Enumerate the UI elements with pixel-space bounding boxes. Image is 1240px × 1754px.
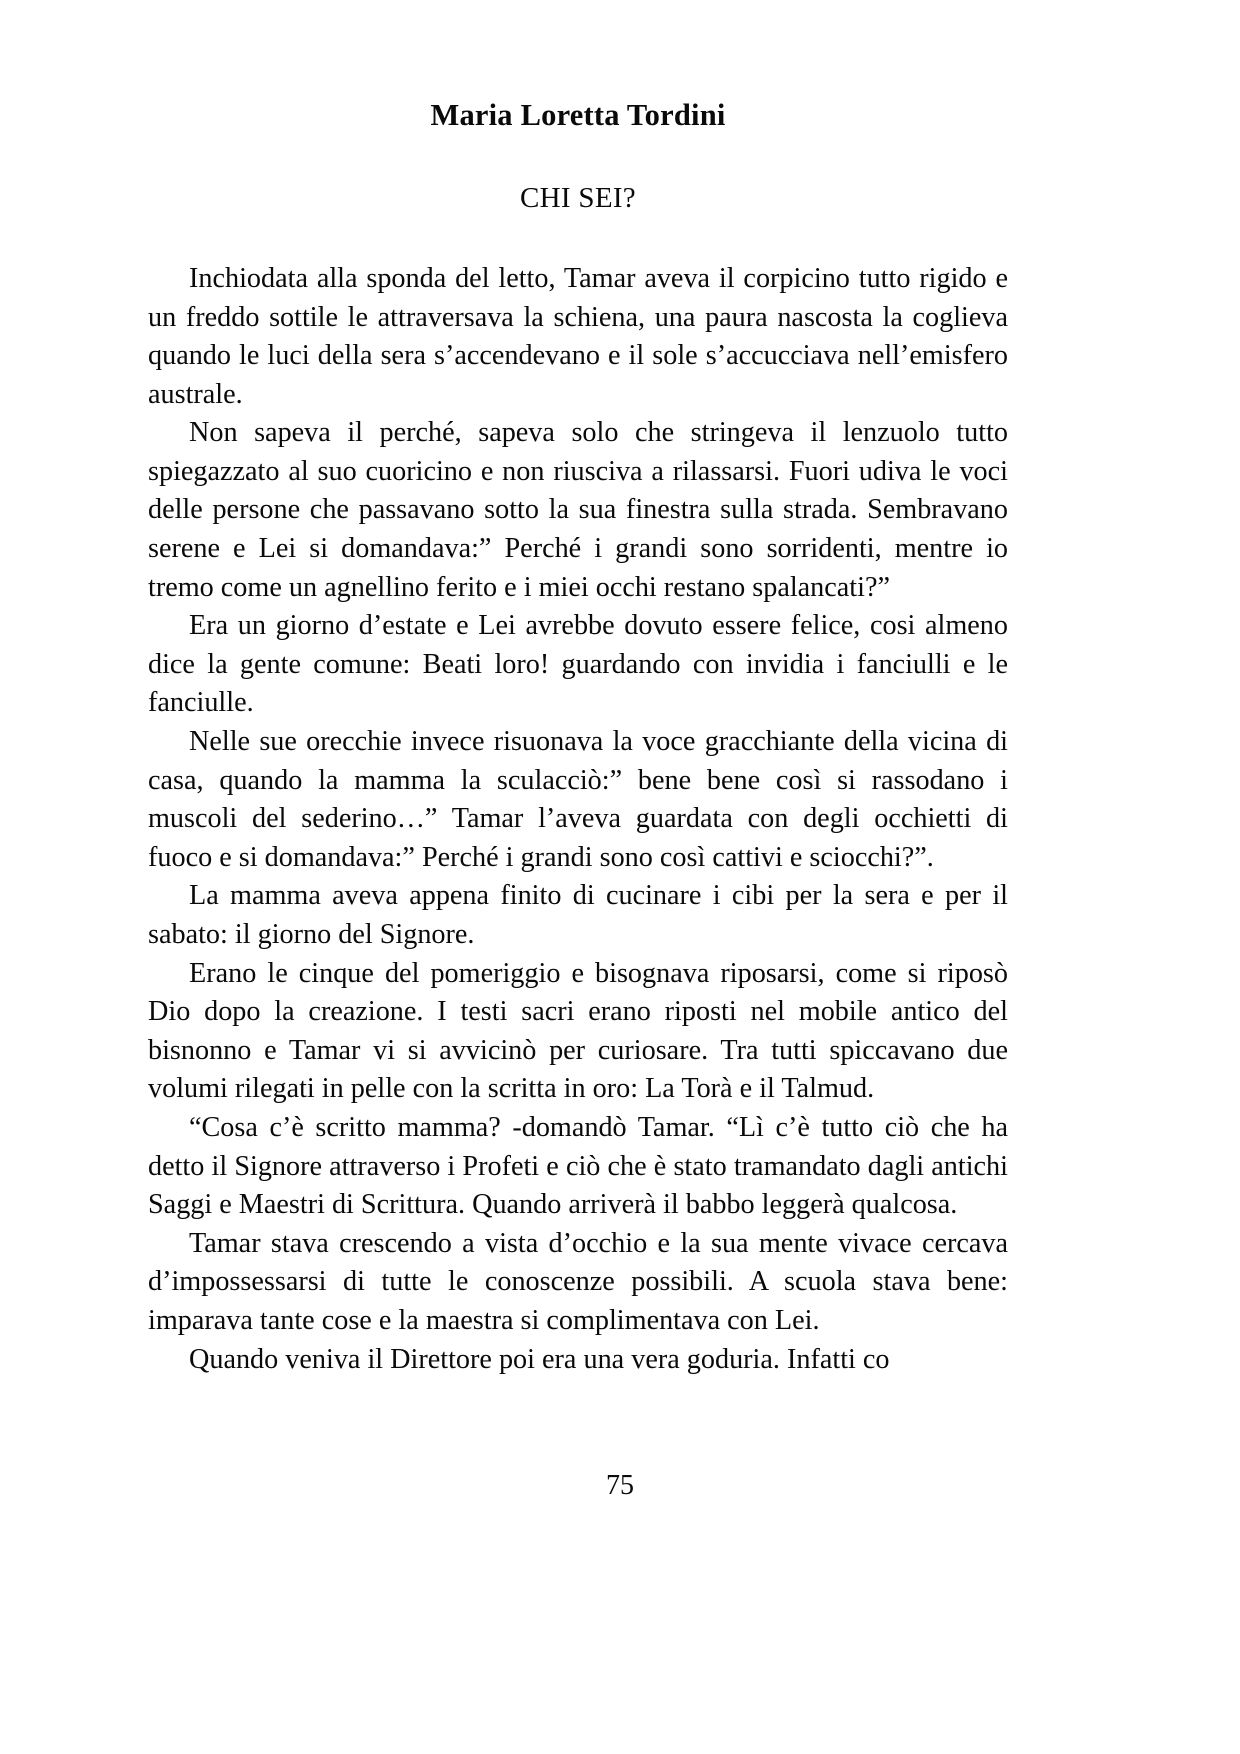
paragraph: Quando veniva il Direttore poi era una vera goduria. Infatti co — [189, 1343, 890, 1375]
page-number: 75 — [606, 1470, 634, 1501]
paragraph: “Cosa c’è scritto mamma? -domandò Tamar. “Lì c’è tutto ciò che ha detto il Signore attraverso i Profeti e ciò che è stato tramandato dagli antichi Saggi e Maestri di Scrittura. Quando arriverà il babbo leggerà qualcosa. — [148, 1111, 1008, 1221]
paragraph: Era un giorno d’estate e Lei avrebbe dovuto essere felice, cosi almeno dice la gente comune: Beati loro! guardando con invidia i fanciulli e le fanciulle. — [148, 610, 1008, 719]
paragraph: Nelle sue orecchie invece risuonava la voce gracchiante della vicina di casa, quando la mamma la sculacciò:” bene bene così si rassodano i muscoli del sederino…” Tamar l’aveva guardata con degli occhietti di fuoco e si domandava:” Perché i grandi sono così cattivi e sciocchi?”. — [148, 726, 1008, 873]
paragraph: Erano le cinque del pomeriggio e bisognava riposarsi, come si riposò Dio dopo la creazione. I testi sacri erano riposti nel mobile antico del bisnonno e Tamar vi si avvicinò per curiosare. Tra tutti spiccavano due volumi rilegati in pelle con la scritta in oro: La Torà e il Talmud. — [148, 957, 1008, 1105]
body-text — [148, 260, 1008, 1379]
story-title: CHI SEI? — [520, 182, 636, 215]
page-content — [148, 96, 1008, 1379]
paragraph: Tamar stava crescendo a vista d’occhio e la sua mente vivace cercava d’impossessarsi di tutte le conoscenze possibili. A scuola stava bene: imparava tante cose e la maestra si complimentava con Lei. — [148, 1227, 1008, 1336]
paragraph: Inchiodata alla sponda del letto, Tamar aveva il corpicino tutto rigido e un freddo sottile le attraversava la schiena, una paura nascosta la coglieva quando le luci della sera s’accendevano e il sole s’accucciava nell’emisfero australe. — [148, 262, 1008, 410]
paragraph: Non sapeva il perché, sapeva solo che stringeva il lenzuolo tutto spiegazzato al suo cuoricino e non riusciva a rilassarsi. Fuori udiva le voci delle persone che passavano sotto la sua finestra sulla strada. Sembravano serene e Lei si domandava:” Perché i grandi sono sorridenti, mentre io tremo come un agnellino ferito e i miei occhi restano spalancati?” — [148, 417, 1008, 603]
author-title: Maria Loretta Tordini — [430, 98, 726, 132]
paragraph: La mamma aveva appena finito di cucinare i cibi per la sera e per il sabato: il giorno del Signore. — [148, 880, 1008, 951]
